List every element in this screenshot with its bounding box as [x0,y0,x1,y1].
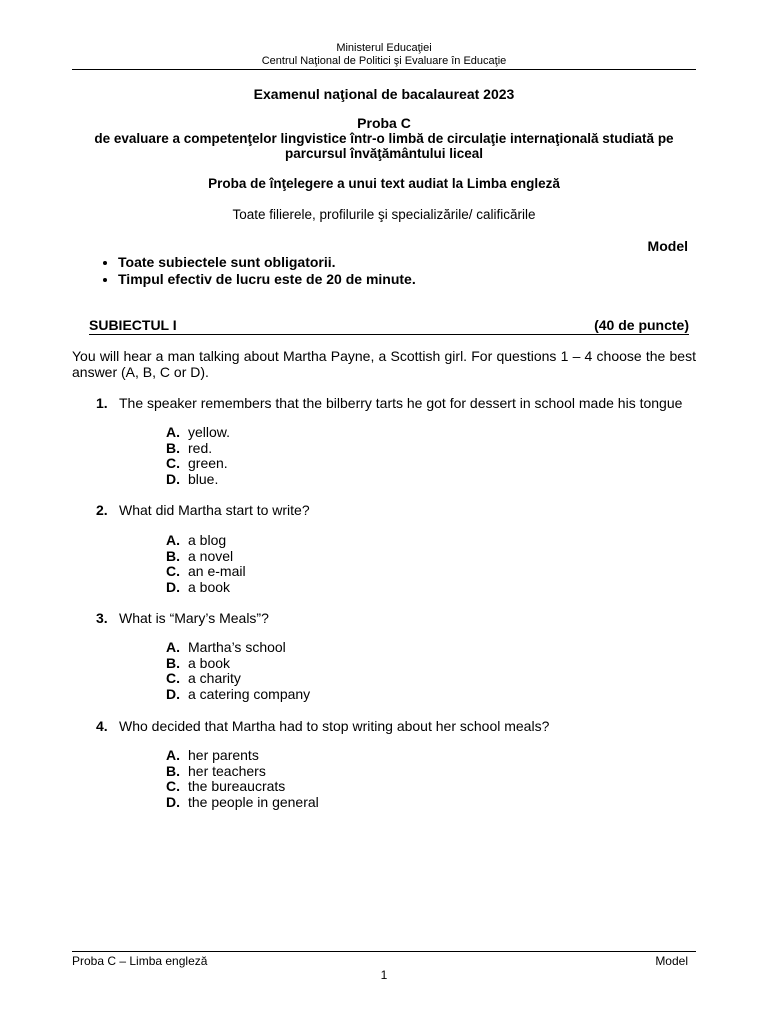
option-text: a novel [188,547,234,564]
model-tag: Model [647,238,688,254]
option-letter: D. [166,470,180,487]
question-3-options [166,640,310,702]
question-number: 1. [96,395,108,411]
option [166,764,319,780]
option-letter: C. [166,778,180,794]
option-letter: D. [166,578,180,595]
option-letter: B. [166,439,180,456]
footer-right: Model [655,954,688,968]
question-text: The speaker remembers that the bilberry tarts he got for dessert in school made his tongue [119,395,683,411]
page-header [72,42,696,68]
option [166,580,246,596]
option [166,549,246,565]
option-letter: B. [166,654,180,671]
option [166,795,319,811]
option [166,456,230,472]
question-number: 4. [96,718,108,734]
question-text: What is “Mary’s Meals”? [119,610,269,626]
rules-list [96,254,416,288]
question-text: What did Martha start to write? [119,502,310,518]
option-letter: B. [166,547,180,564]
option-text: blue. [188,470,219,487]
exam-description: de evaluare a competenţelor lingvistice într-o limbă de circulaţie internaţională studiată pe parcursul învăţământului liceal [94,131,674,161]
option [166,533,246,549]
question-number: 2. [96,502,108,518]
footer-divider [72,951,696,952]
exam-subtitle: Proba de înţelegere a unui text audiat la Limba engleză [208,176,560,191]
option [166,441,230,457]
option-letter: B. [166,762,180,779]
question-2-options [166,533,246,595]
question-1 [96,395,706,411]
option-letter: C. [166,455,180,471]
rule-item: • Toate subiectele sunt obligatorii. [118,254,416,271]
option-letter: C. [166,563,180,579]
exam-proba: Proba C [357,115,411,131]
question-3 [96,610,706,626]
option [166,779,319,795]
option [166,640,310,656]
header-divider [72,69,696,70]
option-text: the bureaucrats [188,778,286,794]
option-text: red. [188,439,213,456]
option-letter: D. [166,685,180,702]
instructions: You will hear a man talking about Martha Payne, a Scottish girl. For questions 1 – 4 choose the best answer (A, B, C or D). [72,348,696,380]
question-2 [96,502,706,518]
option [166,425,230,441]
exam-title: Examenul naţional de bacalaureat 2023 [253,86,515,102]
option-letter: A. [166,639,180,655]
subject-label: SUBIECTUL I [89,317,177,333]
footer-left: Proba C – Limba engleză [72,954,208,968]
subject-points: (40 de puncte) [594,317,689,333]
option [166,671,310,687]
option [166,564,246,580]
option-text: a catering company [188,685,311,702]
option [166,687,310,703]
option-text: yellow. [188,424,231,440]
ministry-name: Ministerul Educaţiei [336,42,432,54]
option-letter: A. [166,424,180,440]
exam-filiere: Toate filierele, profilurile şi specializările/ calificările [232,207,536,222]
rule-item: • Timpul efectiv de lucru este de 20 de minute. [118,271,416,288]
option-letter: A. [166,532,180,548]
option-text: an e-mail [188,563,246,579]
option-text: the people in general [188,793,319,810]
question-1-options [166,425,230,487]
option-text: green. [188,455,228,471]
option-text: her teachers [188,762,266,779]
question-number: 3. [96,610,108,626]
option [166,748,319,764]
option-text: a blog [188,532,227,548]
option-text: a book [188,654,231,671]
option-text: a charity [188,670,241,686]
subject-heading [89,317,689,335]
option-letter: C. [166,670,180,686]
option [166,656,310,672]
question-4 [96,718,706,734]
question-4-options [166,748,319,810]
question-text: Who decided that Martha had to stop writing about her school meals? [119,718,550,734]
option-text: her parents [188,747,259,763]
option-text: Martha’s school [188,639,286,655]
option-letter: D. [166,793,180,810]
option-text: a book [188,578,231,595]
center-name: Centrul Naţional de Politici şi Evaluare în Educaţie [261,55,507,67]
page-number: 1 [380,968,388,982]
option-letter: A. [166,747,180,763]
option [166,472,230,488]
